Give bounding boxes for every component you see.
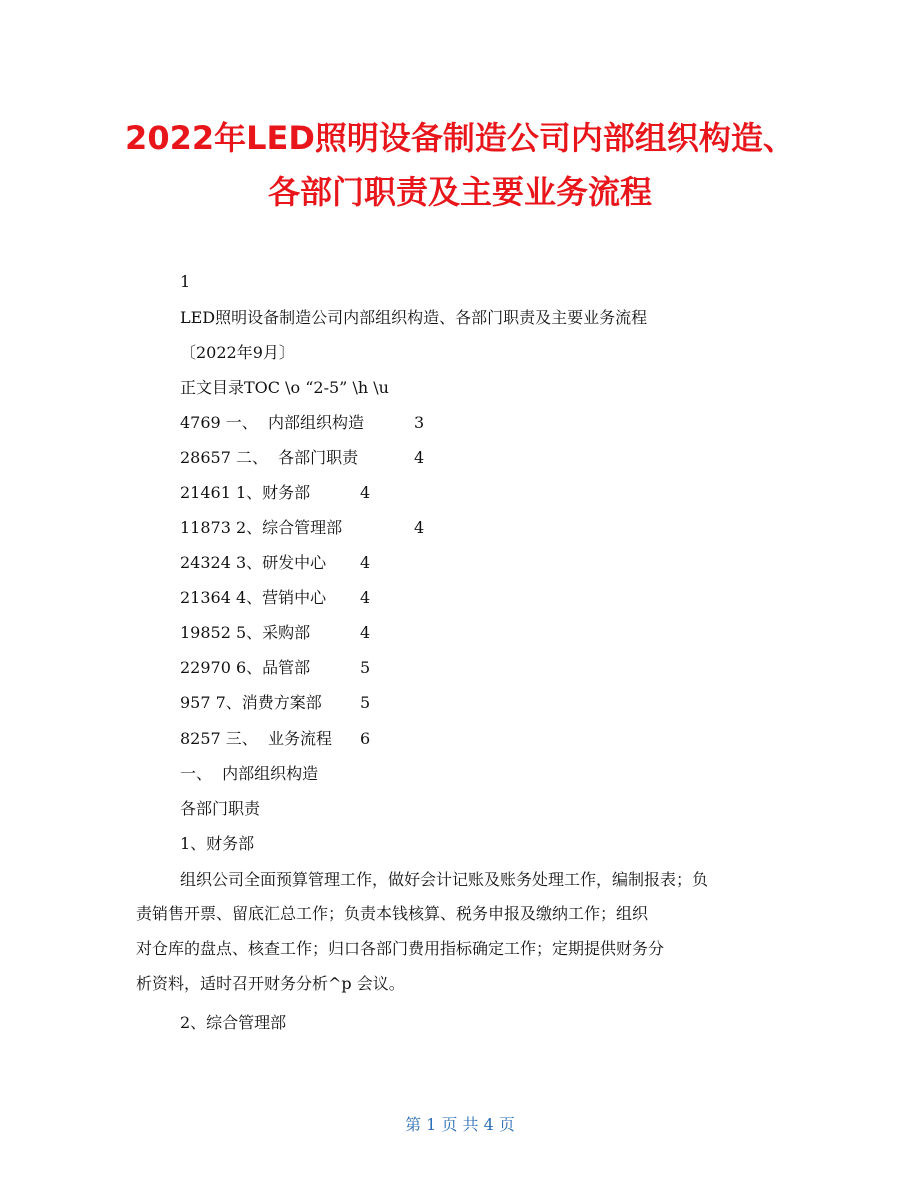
toc-entry-page: 5: [360, 658, 371, 677]
document-date: 〔2022年9月〕: [180, 343, 295, 362]
toc-heading: 正文目录TOC \o “2-5” \h \u: [180, 378, 389, 397]
paragraph-line: 组织公司全面预算管理工作，做好会计记账及账务处理工作，编制报表；负: [180, 870, 709, 889]
toc-entry-text: 957 7、消费方案部: [180, 693, 322, 712]
subsection-heading-finance: 1、财务部: [180, 834, 255, 853]
toc-entry-page: 4: [414, 448, 425, 467]
document-title-line-2: 各部门职责及主要业务流程: [267, 173, 652, 211]
toc-entry-text: 8257 三、 业务流程: [180, 729, 332, 748]
page-footer: 第 1 页 共 4 页: [405, 1115, 515, 1134]
document-title-line-1: 2022年LED照明设备制造公司内部组织构造、: [125, 119, 795, 157]
section-heading-2: 各部门职责: [180, 799, 261, 818]
toc-entry-page: 4: [360, 588, 371, 607]
toc-entry[interactable]: [180, 412, 425, 434]
toc-entry[interactable]: [180, 517, 425, 539]
toc-entry-text: 19852 5、采购部: [180, 623, 311, 642]
toc-entry[interactable]: [180, 657, 371, 679]
paragraph-line: 析资料，适时召开财务分析^p 会议。: [136, 974, 405, 993]
toc-entry[interactable]: [180, 552, 371, 574]
toc-entry-text: 22970 6、品管部: [180, 658, 311, 677]
toc-entry-page: 3: [414, 413, 425, 432]
toc-entry-page: 4: [360, 553, 371, 572]
toc-entry-page: 4: [360, 483, 371, 502]
toc-entry[interactable]: [180, 447, 425, 469]
toc-entry-page: 6: [360, 729, 371, 748]
paragraph-line: 对仓库的盘点、核查工作；归口各部门费用指标确定工作；定期提供财务分: [136, 939, 665, 958]
toc-entry[interactable]: [180, 587, 371, 609]
toc-entry-page: 4: [360, 623, 371, 642]
toc-entry-text: 4769 一、 内部组织构造: [180, 413, 364, 432]
section-heading-1: 一、 内部组织构造: [180, 764, 319, 783]
toc-entry[interactable]: [180, 482, 371, 504]
toc-entry-page: 5: [360, 693, 371, 712]
subsection-heading-admin: 2、综合管理部: [180, 1013, 287, 1032]
toc-entry-text: 11873 2、综合管理部: [180, 518, 343, 537]
toc-entry[interactable]: [180, 692, 371, 714]
toc-entry-text: 21364 4、营销中心: [180, 588, 327, 607]
document-subtitle: LED照明设备制造公司内部组织构造、各部门职责及主要业务流程: [180, 308, 648, 327]
page-marker: 1: [180, 272, 191, 291]
toc-entry[interactable]: [180, 728, 371, 750]
toc-entry-page: 4: [414, 518, 425, 537]
toc-entry[interactable]: [180, 622, 371, 644]
toc-entry-text: 28657 二、 各部门职责: [180, 448, 359, 467]
paragraph-line: 责销售开票、留底汇总工作；负责本钱核算、税务申报及缴纳工作；组织: [136, 904, 649, 923]
toc-entry-text: 24324 3、研发中心: [180, 553, 327, 572]
toc-entry-text: 21461 1、财务部: [180, 483, 311, 502]
